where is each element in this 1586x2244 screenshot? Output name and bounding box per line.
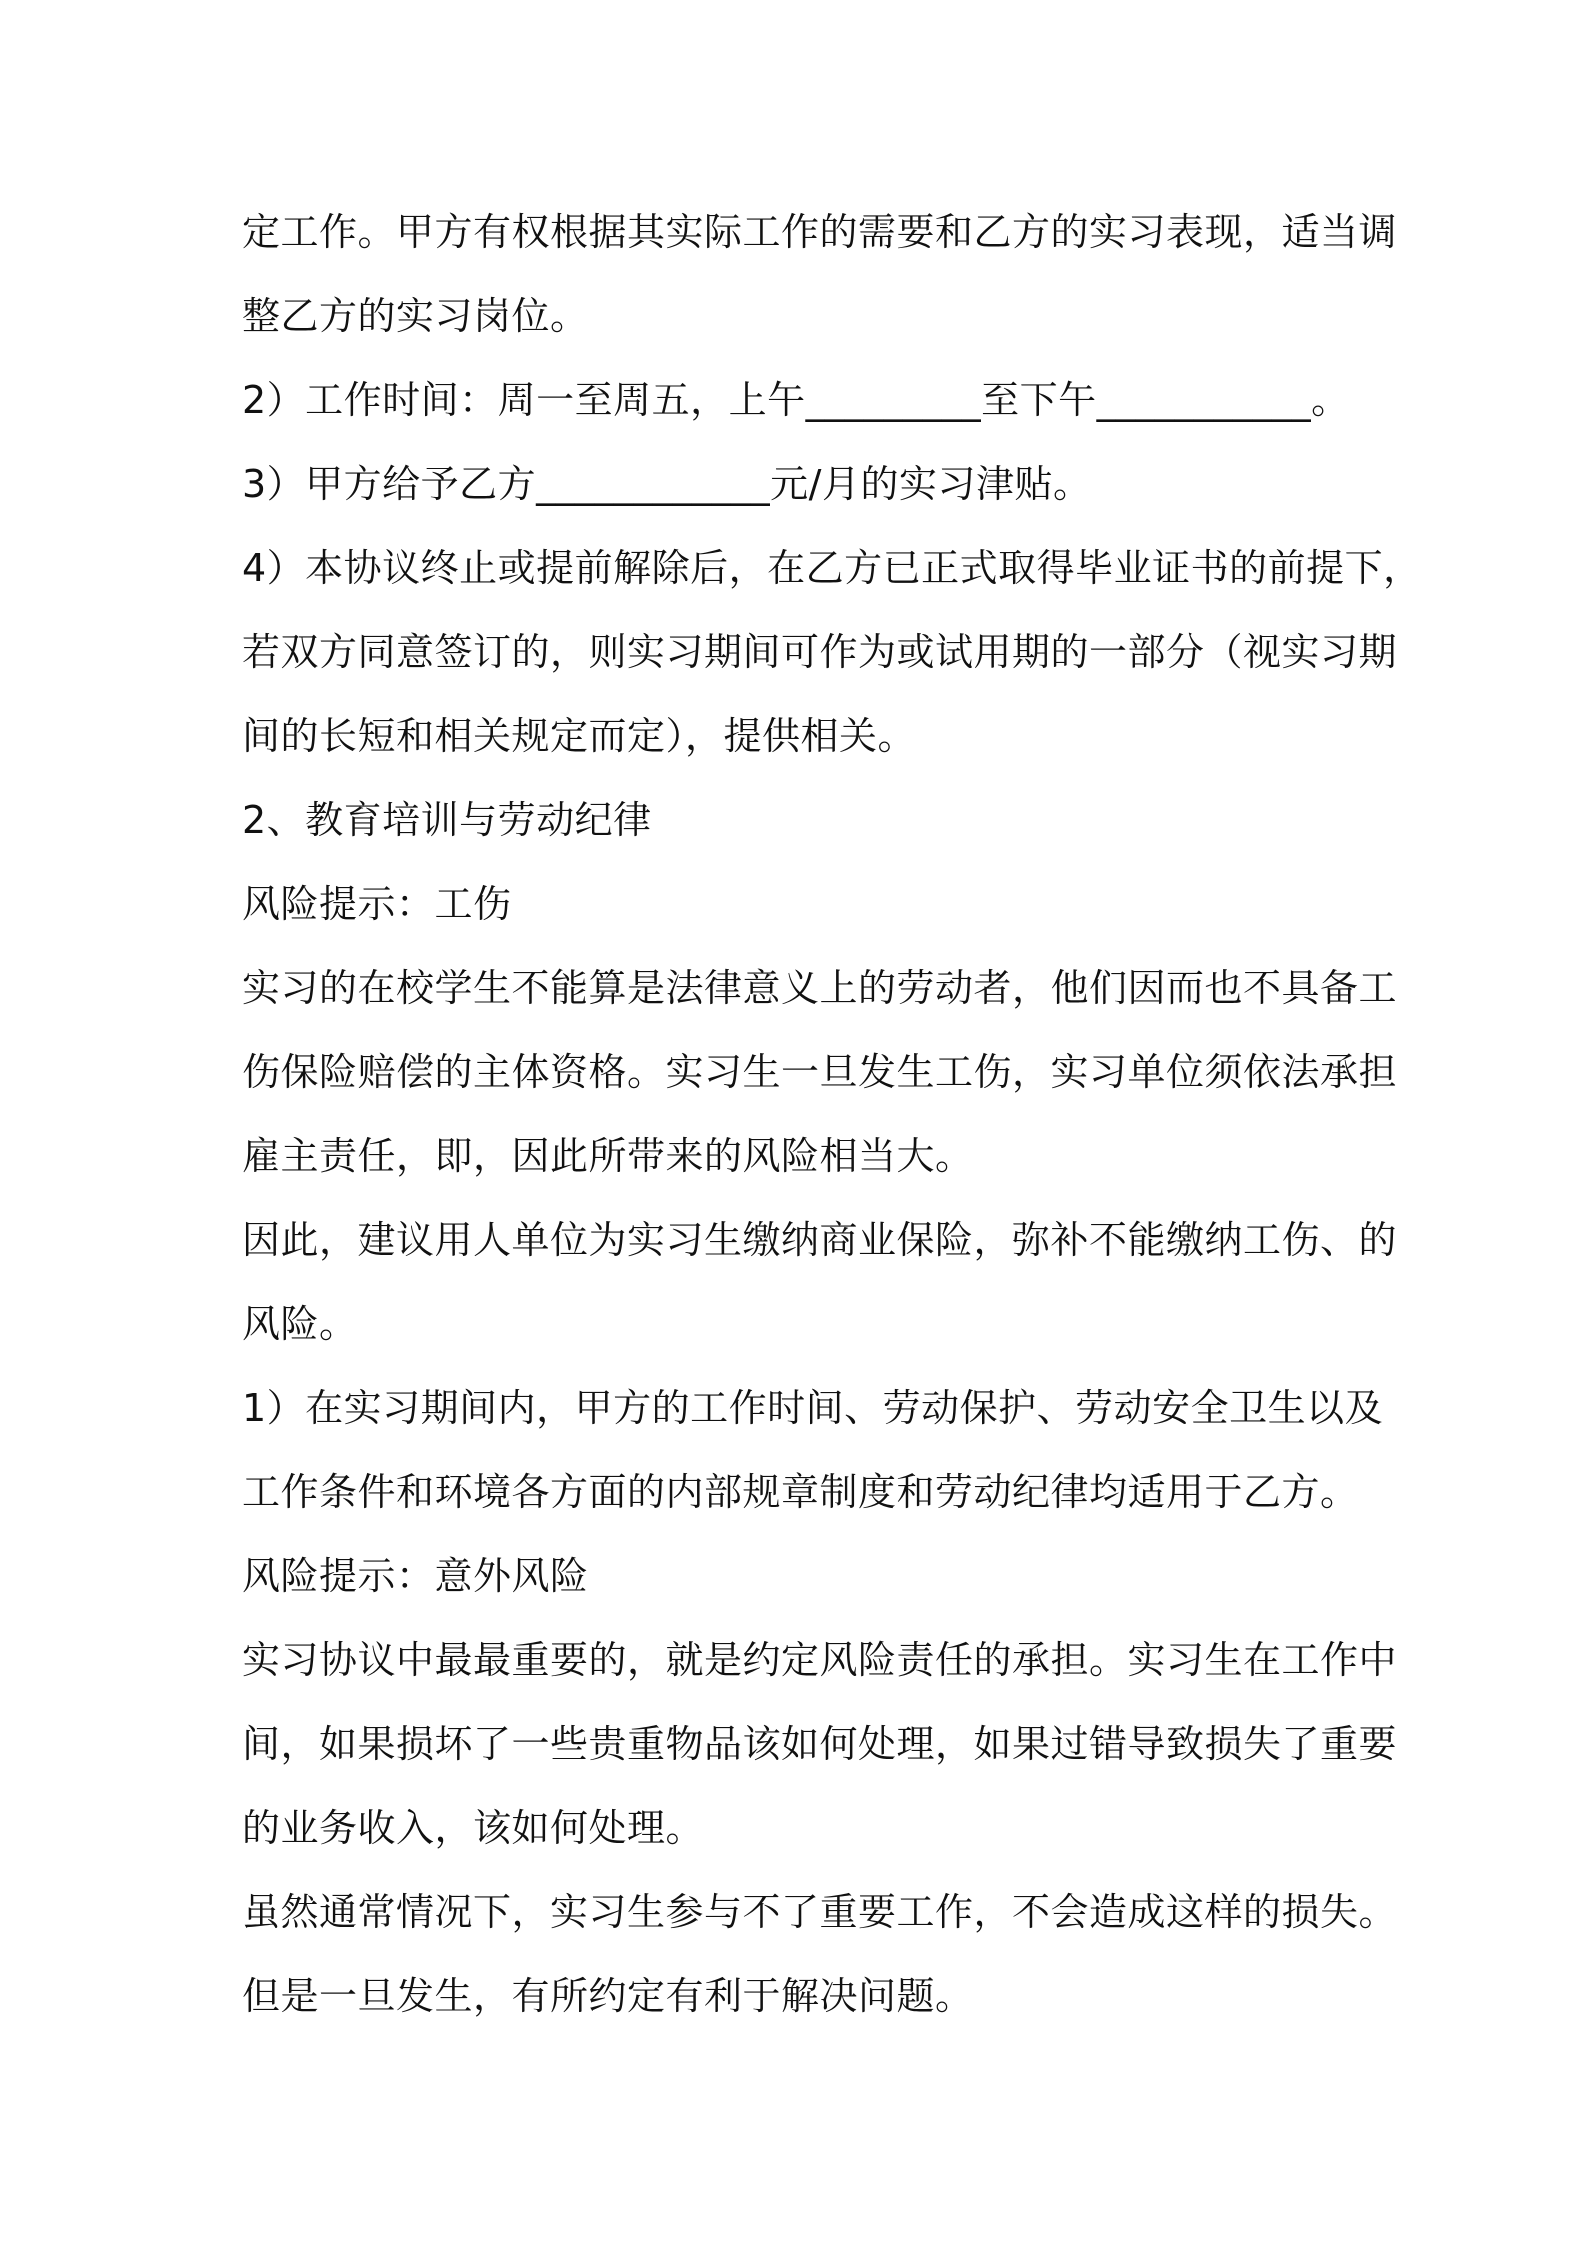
body-text-line: 实习的在校学生不能算是法律意义上的劳动者，他们因而也不具备工 xyxy=(242,966,1398,1010)
body-text-line: 实习协议中最最重要的，就是约定风险责任的承担。实习生在工作中 xyxy=(242,1638,1398,1682)
body-text-line: 若双方同意签订的，则实习期间可作为或试用期的一部分（视实习期 xyxy=(242,630,1398,674)
body-text-line: 定工作。甲方有权根据其实际工作的需要和乙方的实习表现，适当调 xyxy=(242,210,1398,254)
body-text-line: 整乙方的实习岗位。 xyxy=(242,294,589,338)
body-text-line: 4）本协议终止或提前解除后，在乙方已正式取得毕业证书的前提下， xyxy=(242,546,1422,590)
document-body xyxy=(242,190,1422,2038)
risk-tip-heading: 风险提示：工伤 xyxy=(242,882,512,926)
body-text-line: 工作条件和环境各方面的内部规章制度和劳动纪律均适用于乙方。 xyxy=(242,1470,1359,1514)
body-text-line: 雇主责任，即，因此所带来的风险相当大。 xyxy=(242,1134,974,1178)
allowance-clause: 3）甲方给予乙方____________元/月的实习津贴。 xyxy=(242,462,1092,506)
body-text-line: 1）在实习期间内，甲方的工作时间、劳动保护、劳动安全卫生以及 xyxy=(242,1386,1384,1430)
body-text-line: 伤保险赔偿的主体资格。实习生一旦发生工伤，实习单位须依法承担 xyxy=(242,1050,1398,1094)
body-text-line: 但是一旦发生，有所约定有利于解决问题。 xyxy=(242,1974,974,2018)
section-heading: 2、教育培训与劳动纪律 xyxy=(242,798,652,842)
work-hours-clause: 2）工作时间：周一至周五，上午_________至下午___________。 xyxy=(242,378,1350,422)
risk-tip-heading: 风险提示：意外风险 xyxy=(242,1554,589,1598)
body-text-line: 的业务收入，该如何处理。 xyxy=(242,1806,705,1850)
body-text-line: 风险。 xyxy=(242,1302,358,1346)
body-text-line: 因此，建议用人单位为实习生缴纳商业保险，弥补不能缴纳工伤、的 xyxy=(242,1218,1398,1262)
body-text-line: 间，如果损坏了一些贵重物品该如何处理，如果过错导致损失了重要 xyxy=(242,1722,1398,1766)
body-text-line: 间的长短和相关规定而定），提供相关。 xyxy=(242,714,917,758)
body-text-line: 虽然通常情况下，实习生参与不了重要工作，不会造成这样的损失。 xyxy=(242,1890,1398,1934)
